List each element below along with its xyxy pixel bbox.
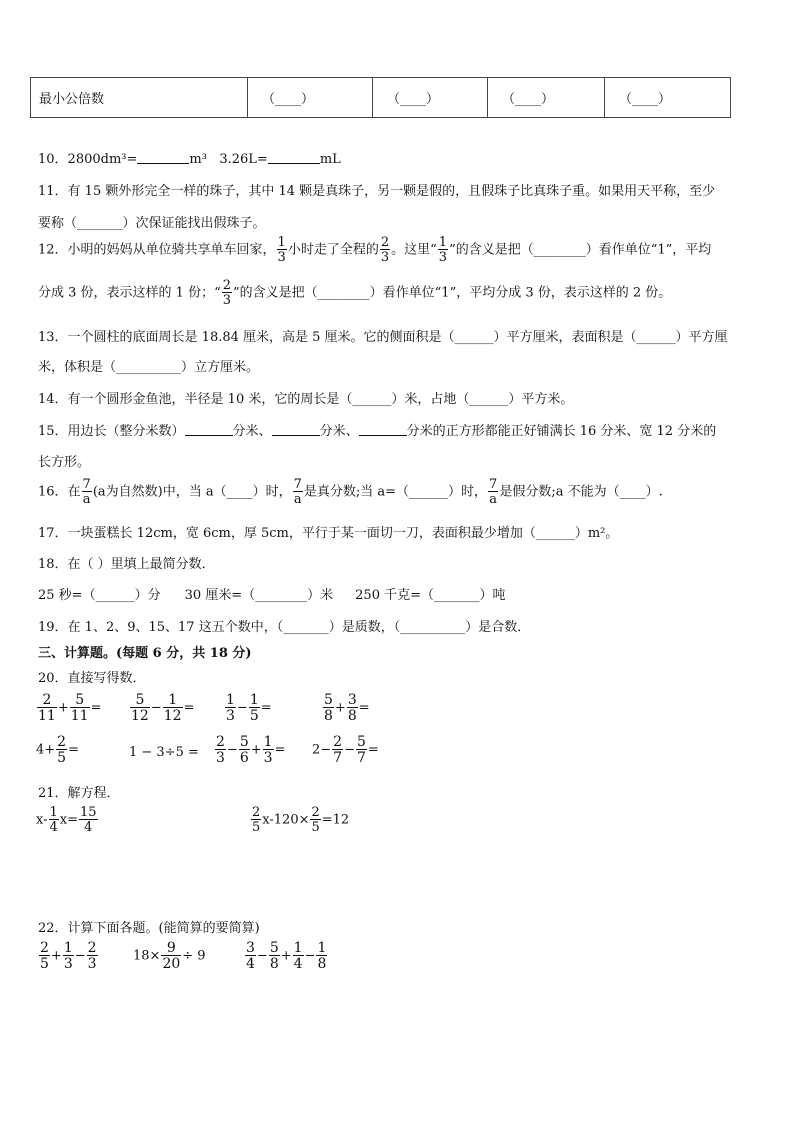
question-11-line2: 要称（_______）次保证能找出假珠子。 [38,216,266,231]
answer-blank[interactable]: （____） [373,78,488,118]
answer-blank[interactable]: （____） [248,78,373,118]
question-14: 14．有一个圆形金鱼池，半径是 10 米，它的周长是（______）米，占地（______）平方米。 [38,392,574,407]
question-12-line2 [38,279,671,307]
fraction: $\frac{1}{3}$ [438,235,448,265]
expr-20-8: 2− $\frac{2}{7}$ − $\frac{5}{7}$ = [312,734,379,766]
q10-unit: m³ [189,152,207,167]
row-label: 最小公倍数 [31,78,248,118]
question-13-line2: 米，体积是（__________）立方厘米。 [38,360,260,375]
question-20-title: 20．直接写得数． [38,671,146,686]
question-17: 17．一块蛋糕长 12cm，宽 6cm，厚 5cm，平行于某一面切一刀，表面积最少增加（______）m²。 [38,526,619,541]
q12-text: ”的含义是把（________）看作单位“1”，平均 [449,242,712,258]
q16-text: 是真分数;当 a=（______）时， [303,484,488,500]
expr-20-4: $\frac{5}{8}$ + $\frac{3}{8}$ = [324,692,370,724]
q16-text: 是假分数;a 不能为（____）. [499,484,663,500]
expr-22-3: $\frac{3}{4}$ − $\frac{5}{8}$ + $\frac{1}{4}$ − $\frac{1}{8}$ [246,940,327,972]
q15-text: 分米的正方形都能正好铺满长 16 分米、宽 12 分米的 [406,424,717,439]
answer-blank[interactable] [272,423,320,436]
q12-text: ”的含义是把（________）看作单位“1”，平均分成 3 份，表示这样的 2 份。 [233,285,672,301]
q16-text: 16．在 [38,484,81,500]
q16-text: (a为自然数)中，当 a（____）时， [92,484,292,500]
fraction: $\frac{7}{a}$ [82,477,91,507]
expr-20-6: 1 − 3÷5 = [129,745,199,760]
expr-20-2: $\frac{5}{12}$ − $\frac{1}{12}$ = [131,692,195,724]
table-row [31,78,731,118]
lcm-table [30,77,731,118]
expr-20-7: $\frac{2}{3}$ − $\frac{5}{6}$ + $\frac{1}{3}$ = [216,734,286,766]
question-18-title: 18．在（ ）里填上最简分数． [38,557,215,572]
question-21-title: 21．解方程． [38,786,120,801]
q18-item: 250 千克=（_______）吨 [355,588,506,603]
expr-22-2: 18× $\frac{9}{20}$ ÷ 9 [133,940,206,972]
q12-text: 12．小明的妈妈从单位骑共享单车回家， [38,242,276,258]
q12-text: 分成 3 份，表示这样的 1 份；“ [38,285,221,301]
question-16 [38,478,663,506]
answer-blank[interactable] [268,151,320,164]
q12-text: 。这里“ [391,242,437,258]
q10-text: 3.26L= [219,152,268,167]
fraction: $\frac{7}{a}$ [489,477,498,507]
fraction: $\frac{2}{3}$ [380,235,390,265]
answer-blank[interactable] [359,423,407,436]
question-12-line1 [38,236,711,264]
question-18-items [38,584,506,603]
q12-text: 小时走了全程的 [287,242,379,258]
q-number: 10． [38,152,68,167]
question-15-line1 [38,420,716,439]
question-13-line1: 13．一个圆柱的底面周长是 18.84 厘米，高是 5 厘米。它的侧面积是（______）平方厘米，表面积是（______）平方厘 [38,330,728,345]
expr-20-5: 4+ $\frac{2}{5}$ = [36,734,79,766]
answer-blank[interactable] [185,423,233,436]
answer-blank[interactable]: （____） [488,78,605,118]
question-10 [38,148,341,167]
answer-blank[interactable] [137,151,189,164]
q15-text: 分米、 [232,424,272,439]
question-22-title: 22．计算下面各题。(能简算的要简算) [38,921,260,936]
question-11-line1: 11．有 15 颗外形完全一样的珠子，其中 14 颗是真珠子，另一颗是假的，且假珠子比真珠子重。如果用天平称，至少 [38,184,716,199]
q15-text: 分米、 [319,424,359,439]
expr-20-3: $\frac{1}{3}$ − $\frac{1}{5}$ = [226,692,272,724]
equation-2: $\frac{2}{5}$ x-120× $\frac{2}{5}$ =12 [252,805,350,835]
fraction: $\frac{1}{3}$ [277,235,286,265]
expr-20-1: $\frac{2}{11}$ + $\frac{5}{11}$ = [38,692,102,724]
question-19: 19．在 1、2、9、15、17 这五个数中，（_______）是质数，（__________）是合数． [38,620,531,635]
q10-unit: mL [319,152,341,167]
answer-blank[interactable]: （____） [605,78,731,118]
question-15-line2: 长方形。 [38,455,91,470]
q18-item: 25 秒=（______）分 [38,588,161,603]
q10-text: 2800dm³= [67,152,138,167]
equation-1: x- $\frac{1}{4}$ x= $\frac{15}{4}$ [36,805,97,835]
q18-item: 30 厘米=（________）米 [184,588,334,603]
q15-text: 15．用边长（整分米数） [38,424,185,439]
section-title: 三、计算题。(每题 6 分，共 18 分) [38,646,252,661]
expr-22-1: $\frac{2}{5}$ + $\frac{1}{3}$ − $\frac{2}{3}$ [40,940,97,972]
fraction: $\frac{7}{a}$ [293,477,302,507]
fraction: $\frac{2}{3}$ [222,278,231,308]
